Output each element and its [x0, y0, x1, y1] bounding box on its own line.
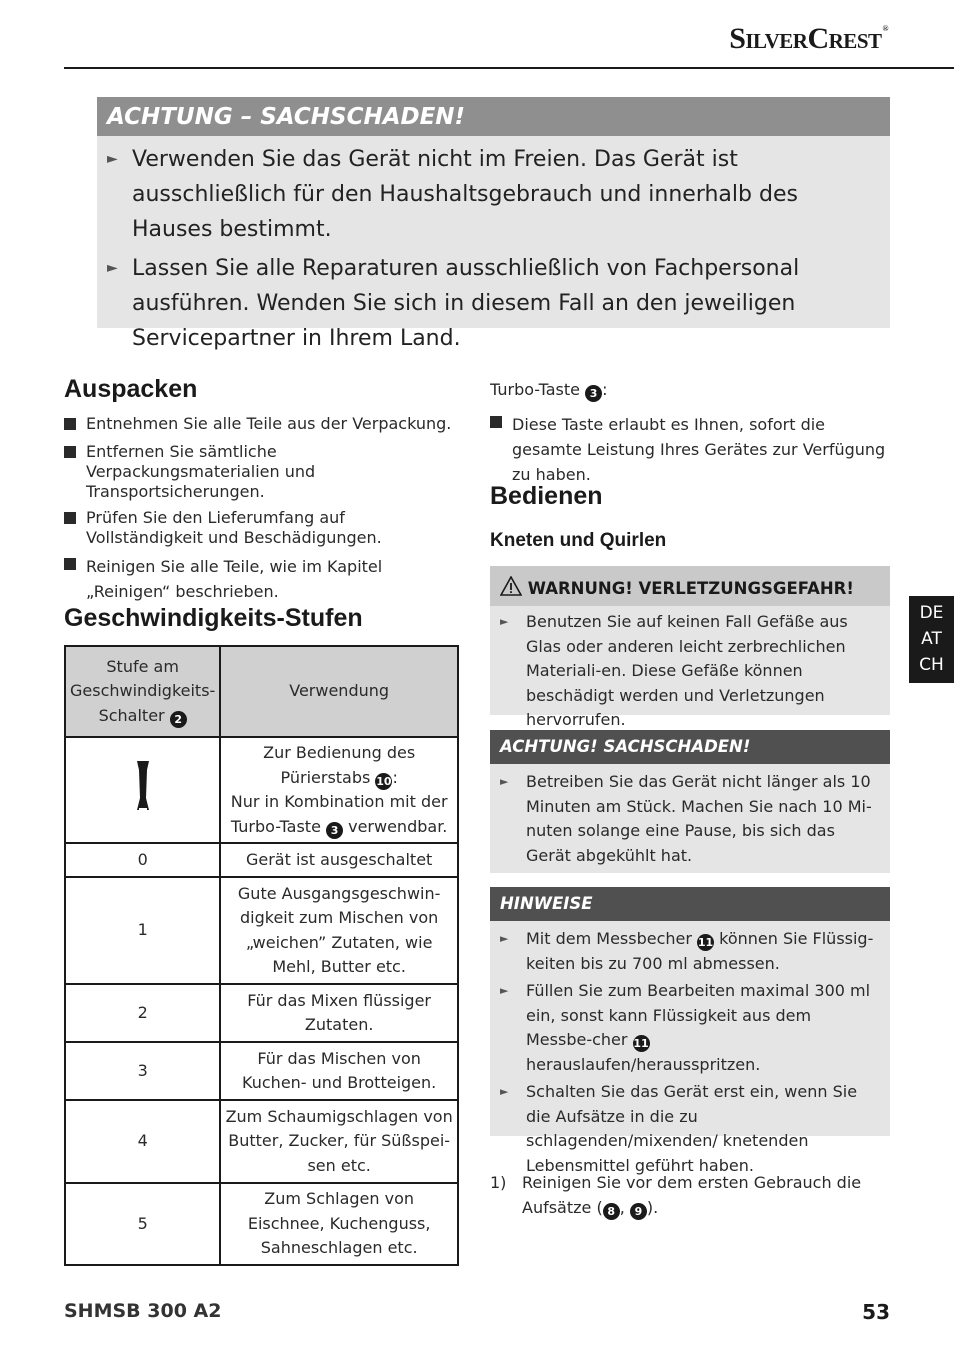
caution-item: ► Lassen Sie alle Reparaturen ausschließlich von Fachpersonal ausführen. Wenden Sie sich in diesem Fall an den jeweiligen Servicepartner in Ihrem Land. — [107, 251, 880, 356]
arrow-icon: ► — [500, 775, 509, 788]
list-item: Entnehmen Sie alle Teile aus der Verpackung. — [64, 414, 464, 434]
blender-stick-icon — [133, 758, 153, 814]
section-title-speeds: Geschwindigkeits-Stufen — [64, 604, 363, 632]
caution-2-title: ACHTUNG! SACHSCHADEN! — [490, 730, 890, 764]
hints-title: HINWEISE — [490, 887, 890, 921]
table-header-use: Verwendung — [220, 646, 458, 737]
list-item: Entfernen Sie sämtliche Verpackungsmaterialien und Transportsicherungen. — [64, 442, 464, 502]
table-header-level: Stufe am Geschwindigkeits-Schalter 2 — [65, 646, 220, 737]
table-cell-use: Zum Schlagen von Eischnee, Kuchenguss, Sahneschlagen etc. — [220, 1183, 458, 1265]
warning-item: ► Benutzen Sie auf keinen Fall Gefäße aus Glas oder anderen leicht zerbrechlichen Materiali-en. Diese Gefäße können beschädigt werden und Verletzungen hervorrufen. — [500, 612, 848, 729]
table-cell-level: 4 — [65, 1100, 220, 1183]
square-bullet-icon — [490, 416, 502, 428]
table-row — [65, 1100, 458, 1183]
page-number: 53 — [862, 1300, 890, 1324]
table-row — [65, 877, 458, 984]
section-title-auspacken: Auspacken — [64, 375, 198, 403]
table-cell-use: Für das Mixen flüssiger Zutaten. — [220, 984, 458, 1042]
table-cell-use: Gerät ist ausgeschaltet — [220, 843, 458, 877]
warning-box — [490, 566, 890, 729]
list-item: Diese Taste erlaubt es Ihnen, sofort die gesamte Leistung Ihres Gerätes zur Verfügung zu haben. — [490, 412, 890, 487]
square-bullet-icon — [64, 418, 76, 430]
step-number: 1) — [490, 1173, 507, 1192]
section-title-bedienen: Bedienen — [490, 482, 603, 510]
hint-item: ► Mit dem Messbecher 11 können Sie Flüssig-keiten bis zu 700 ml abmessen. — [500, 929, 874, 973]
ref-number-icon: 11 — [697, 936, 714, 949]
ref-number-icon: 9 — [630, 1203, 647, 1220]
table-cell-use: Zur Bedienung des Pürierstabs 10: Nur in Kombination mit der Turbo-Taste 3 verwendbar. — [220, 737, 458, 843]
table-row — [65, 1183, 458, 1265]
step-item: 1) Reinigen Sie vor dem ersten Gebrauch die Aufsätze ( 8 , 9 ). — [490, 1170, 890, 1220]
list-item: Reinigen Sie alle Teile, wie im Kapitel „Reinigen“ beschrieben. — [64, 554, 464, 604]
arrow-icon: ► — [500, 1085, 509, 1098]
table-cell-level: 0 — [65, 843, 220, 877]
arrow-icon: ► — [107, 151, 118, 167]
speed-table — [64, 645, 459, 1266]
ref-number-icon: 10 — [376, 774, 392, 788]
hint-item: ► Schalten Sie das Gerät erst ein, wenn Sie die Aufsätze in die zu schlagenden/mixenden/ knetenden Lebensmittel geführt haben. — [500, 1082, 858, 1175]
arrow-icon: ► — [500, 984, 509, 997]
list-item: Prüfen Sie den Lieferumfang auf Vollständigkeit und Beschädigungen. — [64, 508, 464, 548]
hints-box — [490, 887, 890, 1175]
subsection-title: Kneten und Quirlen — [490, 530, 667, 551]
turbo-symbol-cell — [65, 737, 220, 843]
caution-item: ► Betreiben Sie das Gerät nicht länger als 10 Minuten am Stück. Machen Sie nach 10 Mi-nuten solange eine Pause, bis sich das Gerät abgekühlt hat. — [500, 772, 872, 865]
turbo-list — [490, 412, 890, 487]
ref-number-icon: 3 — [585, 385, 602, 402]
table-cell-use: Zum Schaumigschlagen von Butter, Zucker, für Süßspei-sen etc. — [220, 1100, 458, 1183]
language-tab: DE AT CH — [909, 596, 954, 683]
ref-number-icon: 3 — [326, 822, 343, 839]
table-row — [65, 1042, 458, 1100]
arrow-icon: ► — [500, 932, 509, 945]
table-header-row — [65, 646, 458, 737]
table-cell-level: 3 — [65, 1042, 220, 1100]
header-rule — [64, 67, 954, 69]
hint-item: ► Füllen Sie zum Bearbeiten maximal 300 ml ein, sonst kann Flüssigkeit aus dem Messbe-cher 11 herauslaufen/herausspritzen. — [500, 981, 871, 1074]
table-cell-use: Für das Mischen von Kuchen- und Brotteigen. — [220, 1042, 458, 1100]
warning-triangle-icon — [500, 576, 522, 596]
arrow-icon: ► — [107, 260, 118, 276]
ref-number-icon: 8 — [603, 1203, 620, 1220]
footer-model: SHMSB 300 A2 — [64, 1300, 222, 1322]
warning-title: WARNUNG! VERLETZUNGSGEFAHR! — [490, 566, 890, 606]
caution-box-top — [97, 97, 890, 351]
table-row — [65, 843, 458, 877]
turbo-label: Turbo-Taste 3 : — [490, 380, 608, 400]
square-bullet-icon — [64, 446, 76, 458]
caution-box-title: ACHTUNG – SACHSCHADEN! — [97, 97, 890, 136]
auspacken-list — [64, 414, 464, 604]
table-cell-use: Gute Ausgangsgeschwin-digkeit zum Mischen von „weichen” Zutaten, wie Mehl, Butter etc. — [220, 877, 458, 984]
brand-logo: SilverCrest® — [729, 22, 888, 55]
caution-box-2 — [490, 730, 890, 873]
caution-item: ► Verwenden Sie das Gerät nicht im Freien. Das Gerät ist ausschließlich für den Haushaltsgebrauch und innerhalb des Hauses bestimmt. — [107, 142, 880, 247]
table-row — [65, 984, 458, 1042]
square-bullet-icon — [64, 558, 76, 570]
table-cell-level: 5 — [65, 1183, 220, 1265]
arrow-icon: ► — [500, 615, 509, 628]
square-bullet-icon — [64, 512, 76, 524]
table-cell-level: 2 — [65, 984, 220, 1042]
table-cell-level: 1 — [65, 877, 220, 984]
ref-number-icon: 11 — [633, 1037, 649, 1050]
ref-number-icon: 2 — [170, 711, 187, 728]
table-row — [65, 737, 458, 843]
